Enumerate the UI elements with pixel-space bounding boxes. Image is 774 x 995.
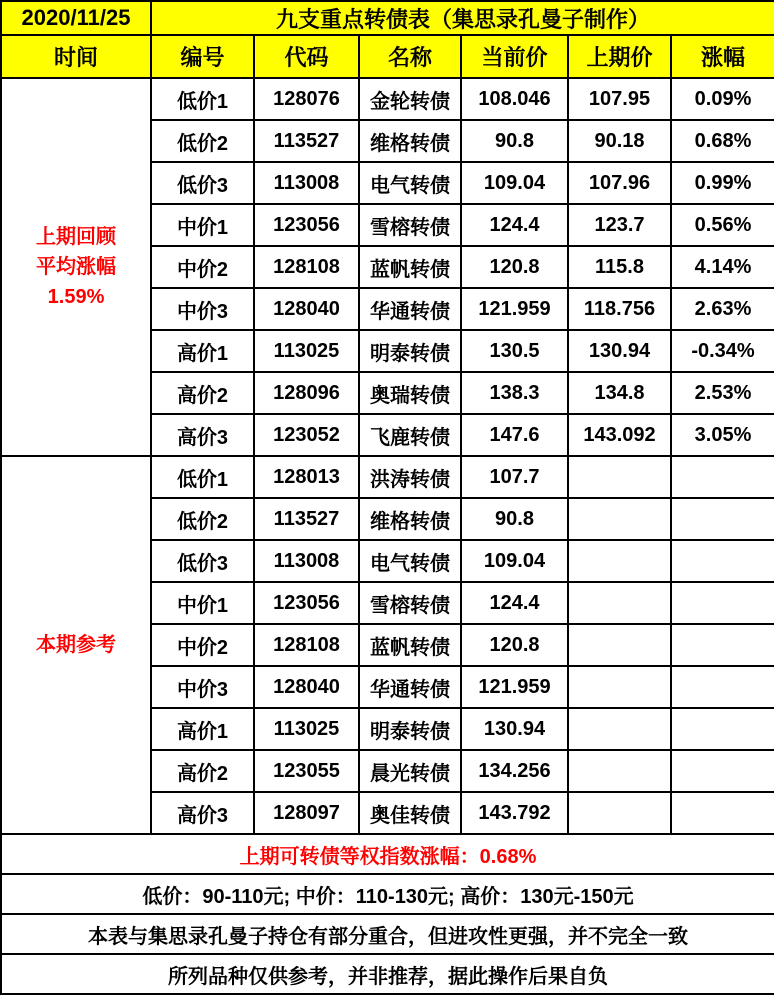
table-cell bbox=[671, 498, 774, 540]
table-cell: 113008 bbox=[254, 162, 359, 204]
table-cell: 雪榕转债 bbox=[359, 204, 461, 246]
column-header: 名称 bbox=[359, 35, 461, 78]
table-cell: 奥佳转债 bbox=[359, 792, 461, 834]
table-cell: 中价1 bbox=[151, 582, 254, 624]
table-cell: 电气转债 bbox=[359, 162, 461, 204]
table-cell: 飞鹿转债 bbox=[359, 414, 461, 456]
footer-row-overlap-note bbox=[1, 914, 774, 954]
footer-disclaimer: 所列品种仅供参考，并非推荐，据此操作后果自负 bbox=[1, 954, 774, 994]
table-cell: 124.4 bbox=[461, 582, 568, 624]
table-cell: 115.8 bbox=[568, 246, 671, 288]
table-cell: 0.09% bbox=[671, 78, 774, 120]
table-cell: 雪榕转债 bbox=[359, 582, 461, 624]
table-cell: 113527 bbox=[254, 120, 359, 162]
table-cell: 90.8 bbox=[461, 498, 568, 540]
table-cell: 3.05% bbox=[671, 414, 774, 456]
footer-overlap-note: 本表与集思录孔曼子持仓有部分重合，但进攻性更强，并不完全一致 bbox=[1, 914, 774, 954]
table-cell: 明泰转债 bbox=[359, 330, 461, 372]
table-cell: 113025 bbox=[254, 708, 359, 750]
table-cell bbox=[671, 750, 774, 792]
table-cell: 143.092 bbox=[568, 414, 671, 456]
table-cell: 121.959 bbox=[461, 666, 568, 708]
table-cell: 高价3 bbox=[151, 792, 254, 834]
table-cell: 洪涛转债 bbox=[359, 456, 461, 498]
table-cell: 113527 bbox=[254, 498, 359, 540]
table-cell: 113008 bbox=[254, 540, 359, 582]
table-cell: 130.94 bbox=[568, 330, 671, 372]
table-cell: 118.756 bbox=[568, 288, 671, 330]
table-cell: 蓝帆转债 bbox=[359, 246, 461, 288]
table-cell: 128013 bbox=[254, 456, 359, 498]
table-cell: 4.14% bbox=[671, 246, 774, 288]
table-cell: 华通转债 bbox=[359, 288, 461, 330]
table-cell bbox=[568, 792, 671, 834]
table-row bbox=[1, 78, 774, 120]
table-cell: 120.8 bbox=[461, 246, 568, 288]
section-label-line: 平均涨幅 bbox=[36, 256, 116, 278]
table-cell: 2.53% bbox=[671, 372, 774, 414]
table-cell bbox=[671, 540, 774, 582]
table-cell: 维格转债 bbox=[359, 498, 461, 540]
table-cell: 143.792 bbox=[461, 792, 568, 834]
table-cell: 123055 bbox=[254, 750, 359, 792]
table-cell: 金轮转债 bbox=[359, 78, 461, 120]
table-cell: 中价2 bbox=[151, 624, 254, 666]
table-cell bbox=[568, 582, 671, 624]
table-cell: 奥瑞转债 bbox=[359, 372, 461, 414]
table-cell bbox=[671, 708, 774, 750]
table-cell: 130.5 bbox=[461, 330, 568, 372]
table-cell: 128097 bbox=[254, 792, 359, 834]
table-cell: 中价3 bbox=[151, 288, 254, 330]
table-cell: 90.18 bbox=[568, 120, 671, 162]
report-date: 2020/11/25 bbox=[1, 1, 151, 35]
table-cell: -0.34% bbox=[671, 330, 774, 372]
section-label-line: 1.59% bbox=[47, 286, 105, 308]
table-cell: 0.99% bbox=[671, 162, 774, 204]
table-cell bbox=[568, 540, 671, 582]
column-header: 涨幅 bbox=[671, 35, 774, 78]
table-cell bbox=[671, 582, 774, 624]
table-cell: 128108 bbox=[254, 246, 359, 288]
table-cell bbox=[671, 666, 774, 708]
table-cell bbox=[568, 666, 671, 708]
column-header: 编号 bbox=[151, 35, 254, 78]
table-cell: 123056 bbox=[254, 582, 359, 624]
table-cell bbox=[671, 456, 774, 498]
section-label bbox=[1, 456, 151, 834]
table-cell: 2.63% bbox=[671, 288, 774, 330]
title-row bbox=[1, 1, 774, 35]
section-label-line: 本期参考 bbox=[36, 634, 116, 656]
table-cell: 109.04 bbox=[461, 540, 568, 582]
table-cell: 121.959 bbox=[461, 288, 568, 330]
table-cell: 128096 bbox=[254, 372, 359, 414]
table-cell: 120.8 bbox=[461, 624, 568, 666]
table-cell: 维格转债 bbox=[359, 120, 461, 162]
table-cell: 134.8 bbox=[568, 372, 671, 414]
table-cell: 电气转债 bbox=[359, 540, 461, 582]
table-row bbox=[1, 456, 774, 498]
table-cell: 中价2 bbox=[151, 246, 254, 288]
table-cell: 107.7 bbox=[461, 456, 568, 498]
table-cell bbox=[568, 750, 671, 792]
table-cell: 123056 bbox=[254, 204, 359, 246]
table-cell: 147.6 bbox=[461, 414, 568, 456]
bond-table-body bbox=[1, 78, 774, 834]
footer-row-index-change bbox=[1, 834, 774, 874]
column-header-row bbox=[1, 35, 774, 78]
column-header: 当前价 bbox=[461, 35, 568, 78]
footer-row-disclaimer bbox=[1, 954, 774, 994]
column-header: 时间 bbox=[1, 35, 151, 78]
table-cell: 高价2 bbox=[151, 750, 254, 792]
table-cell: 128040 bbox=[254, 288, 359, 330]
table-cell: 高价3 bbox=[151, 414, 254, 456]
table-cell: 130.94 bbox=[461, 708, 568, 750]
table-cell: 107.96 bbox=[568, 162, 671, 204]
column-header: 上期价 bbox=[568, 35, 671, 78]
table-cell bbox=[568, 708, 671, 750]
table-cell: 低价3 bbox=[151, 162, 254, 204]
table-cell: 123.7 bbox=[568, 204, 671, 246]
table-cell bbox=[671, 624, 774, 666]
table-cell: 中价3 bbox=[151, 666, 254, 708]
table-cell: 123052 bbox=[254, 414, 359, 456]
table-cell bbox=[568, 624, 671, 666]
table-cell: 低价2 bbox=[151, 120, 254, 162]
table-cell: 113025 bbox=[254, 330, 359, 372]
table-cell: 明泰转债 bbox=[359, 708, 461, 750]
table-cell: 高价1 bbox=[151, 708, 254, 750]
report-title: 九支重点转债表（集思录孔曼子制作） bbox=[151, 1, 774, 35]
section-label bbox=[1, 78, 151, 456]
table-cell: 低价1 bbox=[151, 456, 254, 498]
section-label-line: 上期回顾 bbox=[36, 226, 116, 248]
table-cell: 128040 bbox=[254, 666, 359, 708]
table-cell: 128108 bbox=[254, 624, 359, 666]
table-cell: 0.68% bbox=[671, 120, 774, 162]
table-cell: 138.3 bbox=[461, 372, 568, 414]
table-cell: 124.4 bbox=[461, 204, 568, 246]
table-cell: 低价1 bbox=[151, 78, 254, 120]
table-cell: 134.256 bbox=[461, 750, 568, 792]
table-cell: 109.04 bbox=[461, 162, 568, 204]
table-cell: 低价3 bbox=[151, 540, 254, 582]
table-cell: 90.8 bbox=[461, 120, 568, 162]
table-cell: 高价1 bbox=[151, 330, 254, 372]
footer-index-change: 上期可转债等权指数涨幅：0.68% bbox=[1, 834, 774, 874]
table-cell: 108.046 bbox=[461, 78, 568, 120]
table-cell bbox=[568, 456, 671, 498]
table-cell: 高价2 bbox=[151, 372, 254, 414]
column-header: 代码 bbox=[254, 35, 359, 78]
table-cell: 128076 bbox=[254, 78, 359, 120]
table-cell: 低价2 bbox=[151, 498, 254, 540]
footer-price-bands: 低价：90-110元; 中价：110-130元; 高价：130元-150元 bbox=[1, 874, 774, 914]
table-cell: 0.56% bbox=[671, 204, 774, 246]
table-cell: 107.95 bbox=[568, 78, 671, 120]
table-cell: 晨光转债 bbox=[359, 750, 461, 792]
table-cell: 蓝帆转债 bbox=[359, 624, 461, 666]
footer-row-price-bands bbox=[1, 874, 774, 914]
table-cell: 华通转债 bbox=[359, 666, 461, 708]
table-cell: 中价1 bbox=[151, 204, 254, 246]
table-cell bbox=[671, 792, 774, 834]
table-cell bbox=[568, 498, 671, 540]
